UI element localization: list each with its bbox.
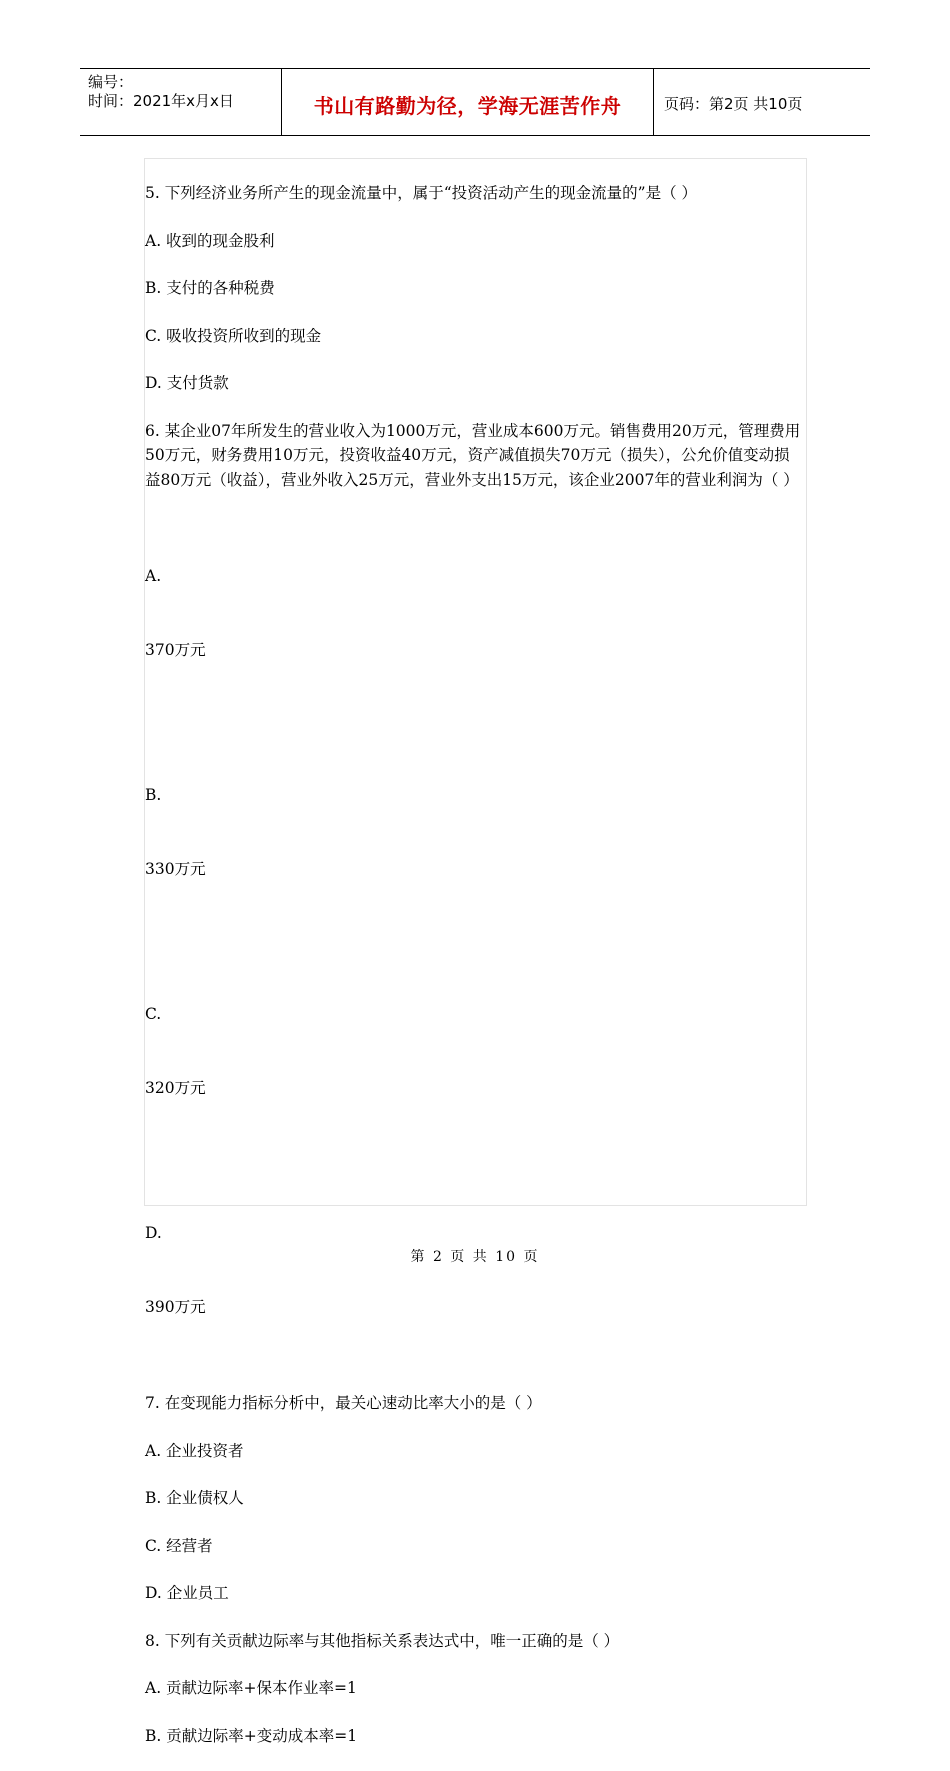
option-b xyxy=(145,734,805,930)
option-a: A. 贡献边际率+保本作业率=1 xyxy=(145,1679,357,1697)
option-label: D. xyxy=(145,1224,162,1242)
option-d: D. 支付货款 xyxy=(145,374,229,392)
header-meta-cell xyxy=(80,69,282,135)
option-c: C. 经营者 xyxy=(145,1536,213,1555)
option-value: 370万元 xyxy=(145,640,206,659)
question-6 xyxy=(145,419,805,1369)
option-c xyxy=(145,953,805,1149)
option-a: A. 收到的现金股利 xyxy=(145,231,275,250)
option-value: 390万元 xyxy=(145,1297,206,1316)
question-content xyxy=(145,181,805,1771)
question-stem: 6. 某企业07年所发生的营业收入为1000万元，营业成本600万元。销售费用20万元，管理费用50万元，财务费用10万元，投资收益40万元，资产减值损失70万元（损失），公允价值变动损益80万元（收益），营业外收入25万元，营业外支出15万元，该企业2007年的营业利润为（ ） xyxy=(145,421,801,489)
question-7 xyxy=(145,1391,805,1606)
header-page-cell xyxy=(654,69,870,135)
date-label: 时间：2021年x月x日 xyxy=(88,92,234,110)
option-b: B. 企业债权人 xyxy=(145,1489,244,1507)
motto-text: 书山有路勤为径，学海无涯苦作舟 xyxy=(313,93,622,118)
question-stem: 7. 在变现能力指标分析中，最关心速动比率大小的是（ ） xyxy=(145,1394,542,1412)
option-b: B. 贡献边际率+变动成本率=1 xyxy=(145,1726,358,1745)
page-info: 页码：第2页 共10页 xyxy=(664,94,803,113)
header-motto-cell xyxy=(282,69,654,135)
document-header xyxy=(80,68,870,136)
option-label: A. xyxy=(145,567,162,585)
number-label: 编号： xyxy=(88,73,134,91)
question-5 xyxy=(145,181,805,396)
option-label: B. xyxy=(145,786,162,804)
option-a: A. 企业投资者 xyxy=(145,1441,244,1460)
page-footer xyxy=(0,1246,950,1266)
question-stem: 8. 下列有关贡献边际率与其他指标关系表达式中，唯一正确的是（ ） xyxy=(145,1631,620,1650)
option-b: B. 支付的各种税费 xyxy=(145,279,275,297)
option-d: D. 企业员工 xyxy=(145,1584,229,1602)
option-c: C. 吸收投资所收到的现金 xyxy=(145,326,322,345)
option-d xyxy=(145,1172,805,1368)
option-a xyxy=(145,515,805,711)
footer-page-number: 第 2 页 共 10 页 xyxy=(410,1249,540,1265)
question-stem: 5. 下列经济业务所产生的现金流量中，属于“投资活动产生的现金流量的”是（ ） xyxy=(145,184,697,202)
option-value: 320万元 xyxy=(145,1078,206,1097)
option-value: 330万元 xyxy=(145,859,206,878)
option-label: C. xyxy=(145,1005,162,1023)
question-8 xyxy=(145,1629,805,1749)
